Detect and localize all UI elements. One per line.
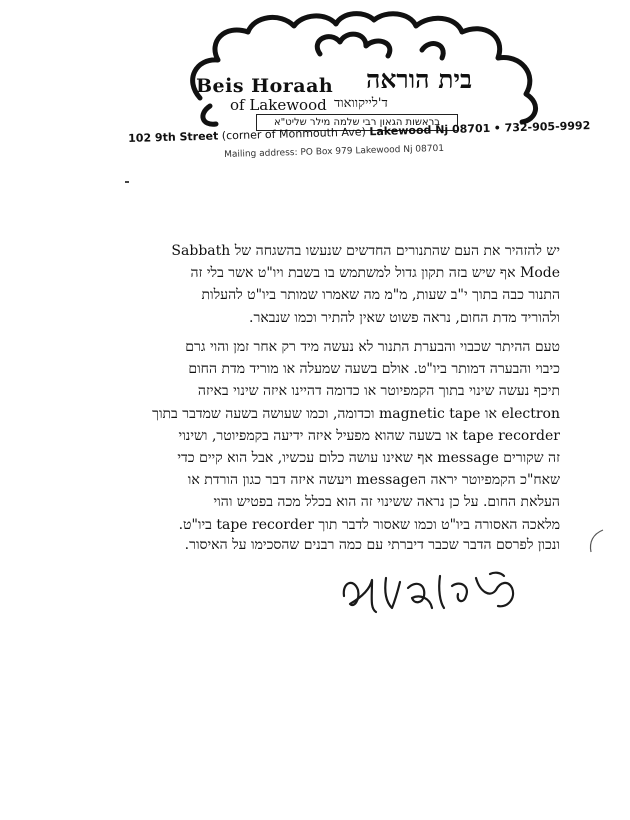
text-line: יש להזהיר את העם שהתנורים החדשים שנעשו בהשגחה של Sabbath — [171, 243, 560, 259]
text-line: שאח"כ הקמפיוטר יראה הmessage ויעשה איזה דבר כגון הורדת או — [187, 472, 560, 489]
address-city: Lakewood Nj 08701 — [369, 121, 491, 139]
text-line: ונכון לפרסם הדבר שכבר דיברתי עם כמה רבנים שהסכימו על האיסור. — [184, 537, 560, 553]
scan-speck — [125, 181, 129, 183]
text-line: מלאכה האסורה ביו"ט וכמו שאסור לדבר תוך tape recorder ביו"ט. — [178, 516, 560, 533]
text-line: התנור כבה בתוך י"ב שעות, מ"מ מה שאמרו שמותר ביו"ט להעלות — [201, 287, 560, 304]
address-corner: (corner of Monmouth Ave) — [221, 125, 367, 143]
text-line: תיכף נעשה שינוי בתוך הקמפיוטר או כדומה דהיינו איזה שינוי באיזה — [197, 383, 560, 400]
text-line: העלאת החום. על כן נראה ששינוי זה הוא בכלל מכה בפטיש והוי — [213, 494, 560, 511]
letterhead-mailing-address: Mailing address: PO Box 979 Lakewood Nj 08701 — [224, 143, 445, 160]
paragraph-1 — [80, 240, 560, 329]
letterhead-name-hebrew: בית הוראה — [366, 65, 473, 94]
letterhead-subtitle-hebrew: ד'לייקוואוד — [334, 96, 388, 111]
letterhead-subtitle-english: of Lakewood — [230, 96, 327, 114]
text-line: electron או magnetic tape וכדומה, וכמו שעושה בשעה שמדבר בתוך — [152, 405, 560, 422]
text-line: כיבוי והבערה דמותר ביו"ט. אולם בשעה שמעלה או מוריד מדת החום — [188, 361, 560, 378]
text-line: זה שקורים message אף שאינו עושה כלום עכשיו, אבל הוא קיים כדי — [177, 450, 560, 467]
text-line: ולהוריד מדת החום, נראה פשוט שאין להתיר וכמו שנבאר. — [249, 309, 560, 326]
address-phone: • 732-905-9992 — [493, 119, 591, 135]
paragraph-3 — [80, 534, 560, 556]
text-line: טעם ההיתר שכבוי והבערת התנור לא נעשה מיד רק אחר זמן והוי גרם — [185, 339, 560, 355]
handwritten-signature — [340, 568, 530, 623]
paragraph-2 — [80, 336, 560, 536]
text-line: Mode אף שיש בזה תקון גדול למשתמש בו בשבת ויו"ט אשר בלי זה — [190, 265, 560, 282]
margin-mark — [585, 528, 607, 554]
text-line: tape recorder או בשעה שהוא מפעיל איזה ידיעה בקמפיוטר, ושינוי — [178, 427, 560, 444]
letterhead-name-english: Beis Horaah — [196, 75, 334, 97]
letterhead-banner: בראשות הגאון רבי שלמה מילר שליט"א — [256, 114, 458, 131]
address-street: 102 9th Street — [128, 129, 219, 145]
